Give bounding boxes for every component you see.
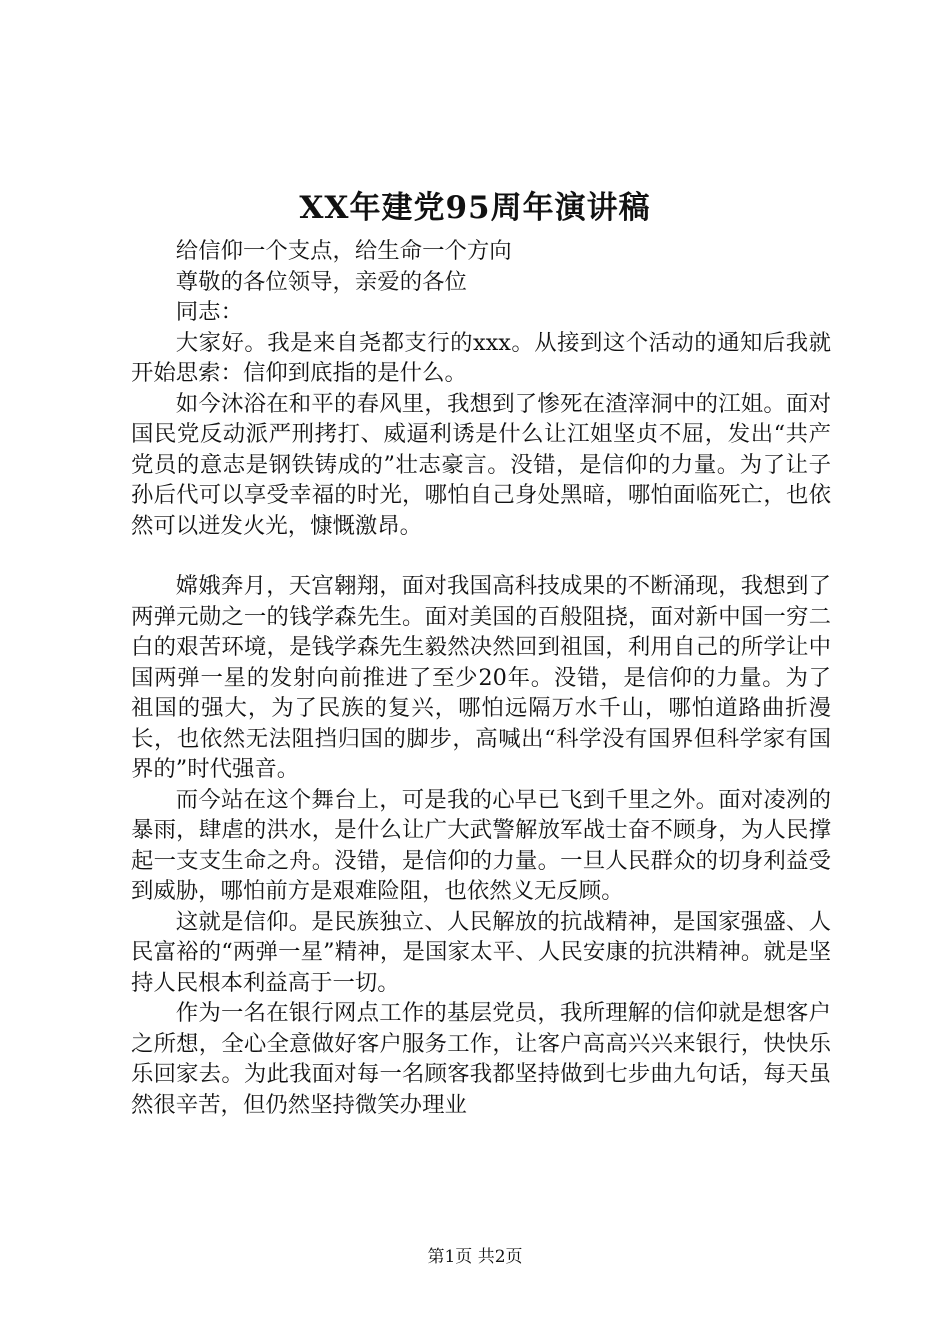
paragraph-8: 这就是信仰。是民族独立、人民解放的抗战精神，是国家强盛、人民富裕的“两弹一星”精神，是国家太平、人民安康的抗洪精神。就是坚持人民根本利益高于一切。 (131, 908, 831, 996)
paragraph-1: 给信仰一个支点，给生命一个方向 (175, 238, 512, 264)
document-title: XX年建党95周年演讲稿 (299, 190, 651, 226)
page-footer: 第1页 共2页 (427, 1247, 523, 1267)
paragraph-4: 大家好。我是来自尧都支行的xxx。从接到这个活动的通知后我就开始思索：信仰到底指的是什么。 (131, 329, 831, 386)
paragraph-2: 尊敬的各位领导，亲爱的各位 (175, 268, 467, 295)
paragraph-6: 嫦娥奔月，天宫翱翔，面对我国高科技成果的不断涌现，我想到了两弹元勋之一的钱学森先生。面对美国的百般阻挠，面对新中国一穷二白的艰苦环境，是钱学森先生毅然决然回到祖国，利用自己的所学让中国两弹一星的发射向前推进了至少20年。没错，是信仰的力量。为了祖国的强大，为了民族的复兴，哪怕远隔万水千山，哪怕道路曲折漫长，也依然无法阻挡归国的脚步，高喊出“科学没有国界但科学家有国界的”时代强音。 (131, 573, 831, 782)
paragraph-7: 而今站在这个舞台上，可是我的心早已飞到千里之外。面对凌冽的暴雨，肆虐的洪水，是什么让广大武警解放军战士奋不顾身，为人民撑起一支支生命之舟。没错，是信仰的力量。一旦人民群众的切身利益受到威胁，哪怕前方是艰难险阻，也依然义无反顾。 (131, 786, 831, 904)
paragraph-5: 如今沐浴在和平的春风里，我想到了惨死在渣滓洞中的江姐。面对国民党反动派严刑拷打、威逼利诱是什么让江姐坚贞不屈，发出“共产党员的意志是钢铁铸成的”壮志豪言。没错，是信仰的力量。为了让子孙后代可以享受幸福的时光，哪怕自己身处黑暗，哪怕面临死亡，也依然可以迸发火光，慷慨激昂。 (131, 390, 831, 539)
document-body (131, 236, 831, 1120)
paragraph-9: 作为一名在银行网点工作的基层党员，我所理解的信仰就是想客户之所想，全心全意做好客户服务工作，让客户高高兴兴来银行，快快乐乐回家去。为此我面对每一名顾客我都坚持做到七步曲九句话，每天虽然很辛苦，但仍然坚持微笑办理业 (131, 1000, 831, 1118)
paragraph-3: 同志： (175, 299, 243, 325)
